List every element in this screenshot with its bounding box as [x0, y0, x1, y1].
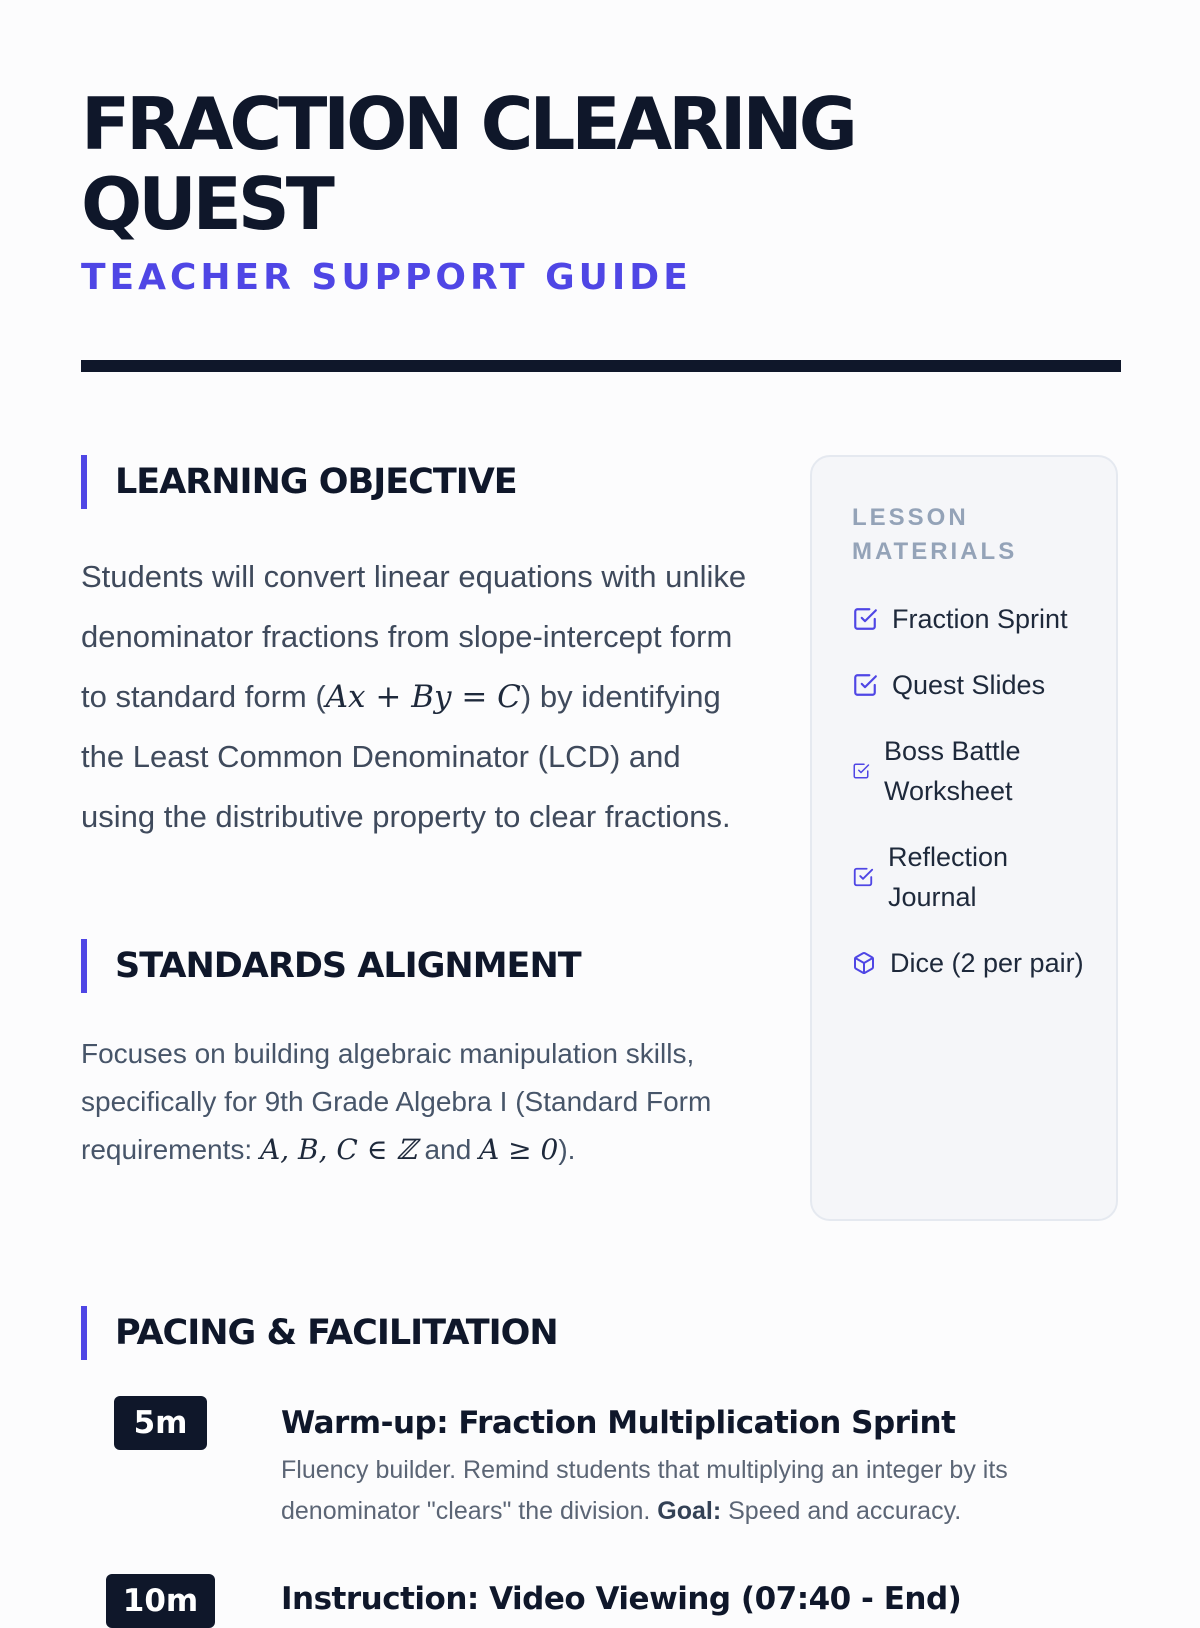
materials-item	[852, 665, 1096, 705]
page-subtitle: TEACHER SUPPORT GUIDE	[81, 257, 692, 298]
checkbox-icon	[852, 606, 878, 632]
pacing-description-text: Fluency builder. Remind students that multiplying an integer by its denominator "clears" the division.	[281, 1456, 1008, 1525]
standards-text-part: and	[416, 1134, 480, 1165]
materials-item-label: Quest Slides	[892, 670, 1046, 700]
materials-item	[852, 599, 1096, 639]
materials-item-label: Reflection Journal	[888, 842, 1009, 912]
learning-objective-heading: LEARNING OBJECTIVE	[81, 455, 517, 509]
cube-icon	[852, 951, 876, 975]
pacing-step-title: Warm-up: Fraction Multiplication Sprint	[281, 1405, 956, 1441]
pacing-facilitation-heading: PACING & FACILITATION	[81, 1306, 558, 1360]
pacing-row	[81, 1396, 1121, 1526]
lesson-materials-panel	[810, 455, 1118, 1221]
materials-item	[852, 943, 1096, 983]
time-badge: 10m	[106, 1574, 215, 1628]
standards-alignment-text	[81, 1030, 721, 1174]
lesson-materials-heading: LESSON MATERIALS	[852, 504, 1018, 565]
standards-text-part: Focuses on building algebraic manipulation skills, specifically for 9th Grade Algebra I (Standard Form requirements:	[81, 1038, 712, 1165]
materials-item-label: Dice (2 per pair)	[890, 948, 1084, 978]
goal-text: Speed and accuracy.	[721, 1497, 962, 1525]
time-badge: 5m	[114, 1396, 207, 1450]
standard-form-formula: Ax + By = C	[325, 679, 521, 715]
objective-text-part: Students will convert linear equations with unlike denominator fractions from slope-intercept form to standard form (	[81, 559, 747, 714]
goal-label: Goal:	[657, 1497, 722, 1525]
standards-alignment-heading: STANDARDS ALIGNMENT	[81, 939, 581, 993]
header-divider	[81, 360, 1121, 372]
pacing-step-title: Instruction: Video Viewing (07:40 - End)	[281, 1581, 962, 1617]
checkbox-icon	[852, 866, 874, 888]
materials-item	[852, 837, 1096, 917]
materials-item-label: Fraction Sprint	[892, 604, 1068, 634]
page-title: FRACTION CLEARING QUEST	[81, 82, 854, 246]
pacing-row	[81, 1574, 1121, 1619]
materials-item	[852, 731, 1096, 811]
checkbox-icon	[852, 672, 878, 698]
materials-item-label: Boss Battle Worksheet	[884, 736, 1021, 806]
pacing-step-description	[281, 1450, 1121, 1532]
integer-coefficients-formula: A, B, C ∈ ℤ	[259, 1133, 417, 1166]
learning-objective-text	[81, 547, 761, 847]
checkbox-icon	[852, 762, 870, 780]
positive-a-formula: A ≥ 0	[479, 1133, 559, 1166]
objective-text-part: ) by identifying the Least Common Denominator (LCD) and using the distributive property to clear fractions.	[81, 679, 731, 834]
standards-text-part: ).	[558, 1134, 576, 1165]
materials-list	[852, 599, 1096, 983]
